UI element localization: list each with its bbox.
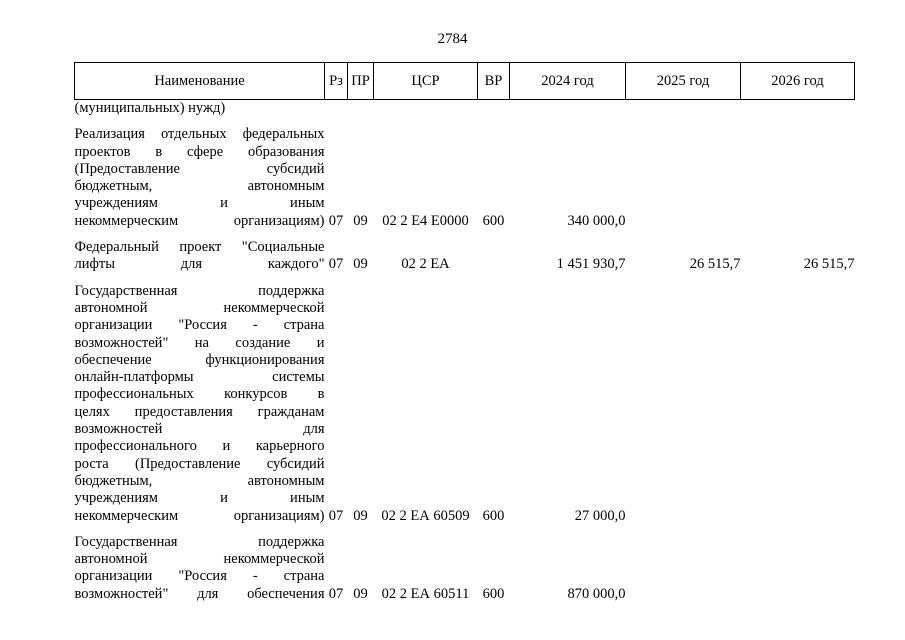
cell-name: [75, 239, 325, 274]
name-line: Федеральный проект "Социальные: [74, 239, 325, 256]
cell-vr: [478, 239, 510, 274]
cell-name: [75, 283, 325, 525]
col-header-2026: 2026 год: [741, 63, 855, 100]
row-spacer-cell: [75, 274, 855, 283]
name-line: профессионального и карьерного: [74, 438, 325, 455]
cell-2025: 26 515,7: [689, 256, 741, 273]
budget-table: [74, 62, 855, 603]
cell-vr: 600: [482, 585, 505, 602]
row-spacer-cell: [75, 230, 855, 239]
cell-2024: 1 451 930,7: [556, 256, 626, 273]
row-spacer: [75, 230, 855, 239]
name-line: автономной некоммерческой: [74, 299, 325, 316]
cell-rz: [325, 100, 348, 118]
row-spacer: [75, 525, 855, 534]
cell-rz: 07: [328, 507, 344, 524]
cell-csr: 02 2 Е4 Е0000: [382, 212, 469, 229]
col-header-rz: Рз: [325, 63, 348, 100]
cell-rz: 07: [328, 212, 344, 229]
name-line: (Предоставление субсидий: [74, 160, 325, 177]
table-row: [75, 100, 855, 118]
name-line: онлайн-платформы системы: [74, 369, 325, 386]
cell-pr: [348, 100, 374, 118]
cell-pr: 09: [353, 212, 368, 229]
row-spacer-cell: [75, 525, 855, 534]
name-line: целях предоставления гражданам: [74, 403, 325, 420]
table-row: [75, 239, 855, 274]
name-line: Государственная поддержка: [74, 282, 325, 299]
cell-name: [75, 534, 325, 603]
cell-vr: 600: [482, 212, 505, 229]
cell-pr: 09: [353, 256, 368, 273]
name-line: организации "Россия - страна: [74, 568, 325, 585]
cell-2024: 27 000,0: [574, 507, 626, 524]
cell-2024: [510, 100, 626, 118]
table-row: [75, 534, 855, 603]
cell-csr: 02 2 ЕА 60509: [381, 507, 470, 524]
name-line: возможностей" на создание и: [74, 334, 325, 351]
cell-pr: 09: [353, 507, 368, 524]
cell-2025: [626, 100, 741, 118]
row-spacer: [75, 274, 855, 283]
name-line: Реализация отдельных федеральных: [74, 126, 325, 143]
col-header-pr: ПР: [348, 63, 374, 100]
name-line: возможностей" для обеспечения: [74, 585, 325, 602]
cell-csr: 02 2 ЕА 60511: [381, 585, 470, 602]
cell-2025: [626, 126, 741, 230]
name-line: автономной некоммерческой: [74, 551, 325, 568]
row-spacer: [75, 117, 855, 126]
name-line: некоммерческим организациям): [74, 212, 325, 229]
table-row: [75, 126, 855, 230]
cell-vr: 600: [482, 507, 505, 524]
col-header-vr: ВР: [478, 63, 510, 100]
name-line: учреждениям и иным: [74, 490, 325, 507]
cell-2024: 870 000,0: [567, 585, 626, 602]
name-line: (муниципальных) нужд): [74, 100, 226, 116]
name-line: проектов в сфере образования: [74, 143, 325, 160]
name-line: возможностей для: [74, 421, 325, 438]
name-line: бюджетным, автономным: [74, 472, 325, 489]
col-header-2024: 2024 год: [510, 63, 626, 100]
cell-csr: 02 2 ЕА: [401, 256, 450, 273]
page-number: 2784: [437, 31, 468, 47]
cell-2026: [741, 534, 855, 603]
name-line: роста (Предоставление субсидий: [74, 455, 325, 472]
cell-rz: 07: [328, 256, 344, 273]
name-line: профессиональных конкурсов в: [74, 386, 325, 403]
cell-name: [75, 126, 325, 230]
name-line: Государственная поддержка: [74, 533, 325, 550]
name-line: организации "Россия - страна: [74, 317, 325, 334]
row-spacer-cell: [75, 117, 855, 126]
cell-name: [75, 100, 325, 118]
table-body: [75, 100, 855, 604]
col-header-2025: 2025 год: [626, 63, 741, 100]
cell-pr: 09: [353, 585, 368, 602]
header-row: [75, 63, 855, 100]
col-header-csr: ЦСР: [374, 63, 478, 100]
cell-2026: [741, 283, 855, 525]
name-line: лифты для каждого": [74, 256, 325, 273]
cell-2026: [741, 100, 855, 118]
name-line: некоммерческим организациям): [74, 507, 325, 524]
col-header-name: Наименование: [75, 63, 325, 100]
name-line: учреждениям и иным: [74, 195, 325, 212]
cell-2025: [626, 534, 741, 603]
cell-2025: [626, 283, 741, 525]
cell-2024: 340 000,0: [567, 212, 626, 229]
table-row: [75, 283, 855, 525]
cell-vr: [478, 100, 510, 118]
cell-2026: [741, 126, 855, 230]
cell-csr: [374, 100, 478, 118]
name-line: бюджетным, автономным: [74, 178, 325, 195]
cell-2026: 26 515,7: [803, 256, 855, 273]
cell-rz: 07: [328, 585, 344, 602]
name-line: обеспечение функционирования: [74, 351, 325, 368]
